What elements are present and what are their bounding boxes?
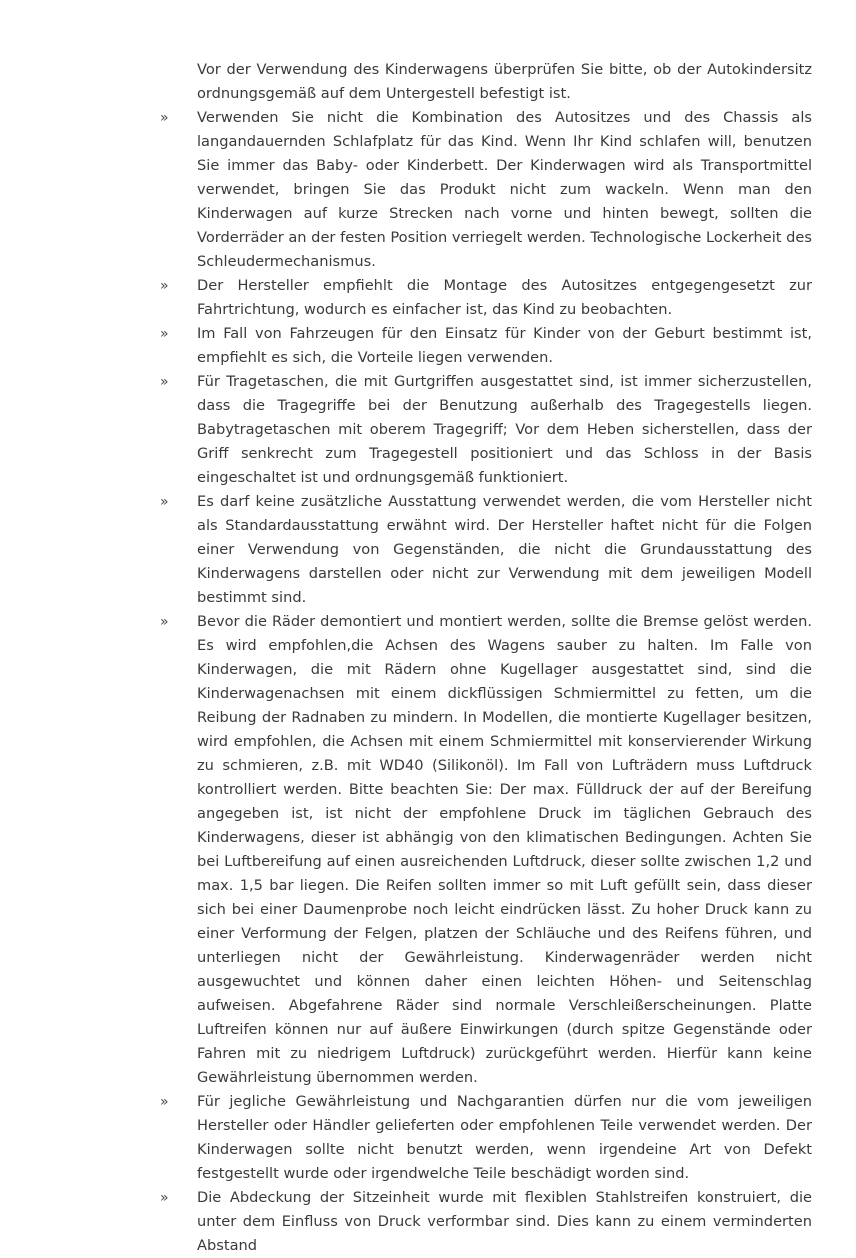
paragraph-intro xyxy=(160,58,812,106)
instruction-list xyxy=(160,58,812,1258)
list-item xyxy=(160,610,812,1090)
list-item xyxy=(160,1186,812,1258)
bullet-marker: » xyxy=(160,110,169,126)
bullet-marker: » xyxy=(160,374,169,390)
list-item-text: Verwenden Sie nicht die Kombination des Autositzes und des Chassis als langandauernden Schlafplatz für das Kind. Wenn Ihr Kind schlafen will, benutzen Sie immer das Baby- oder Kinderbett. Der Kinderwagen wird als Transportmittel verwendet, bringen Sie das Produkt nicht zum wackeln. Wenn man den Kinderwagen auf kurze Strecken nach vorne und hinten bewegt, sollten die Vorderräder an der festen Position verriegelt werden. Technologische Lockerheit des Schleudermechanismus. xyxy=(197,109,812,270)
list-item xyxy=(160,322,812,370)
bullet-marker: » xyxy=(160,278,169,294)
bullet-marker: » xyxy=(160,1190,169,1206)
list-item xyxy=(160,274,812,322)
bullet-marker: » xyxy=(160,326,169,342)
list-item-text: Es darf keine zusätzliche Ausstattung verwendet werden, die vom Hersteller nicht als Standardausstattung erwähnt wird. Der Hersteller haftet nicht für die Folgen einer Verwendung von Gegenständen, die nicht die Grundausstattung des Kinderwagens darstellen oder nicht zur Verwendung mit dem jeweiligen Modell bestimmt sind. xyxy=(197,493,812,606)
list-item-text: Für Tragetaschen, die mit Gurtgriffen ausgestattet sind, ist immer sicherzustellen, dass die Tragegriffe bei der Benutzung außerhalb des Tragegestells liegen. Babytragetaschen mit oberem Tragegriff; Vor dem Heben sicherstellen, dass der Griff senkrecht zum Tragegestell positioniert und das Schloss in der Basis eingeschaltet ist und ordnungsgemäß funktioniert. xyxy=(197,373,812,486)
list-item xyxy=(160,370,812,490)
list-item xyxy=(160,490,812,610)
bullet-marker: » xyxy=(160,494,169,510)
list-item xyxy=(160,106,812,274)
paragraph-text: Vor der Verwendung des Kinderwagens überprüfen Sie bitte, ob der Autokindersitz ordnungsgemäß auf dem Untergestell befestigt ist. xyxy=(197,61,812,102)
bullet-marker: » xyxy=(160,1094,169,1110)
list-item-text: Bevor die Räder demontiert und montiert werden, sollte die Bremse gelöst werden. Es wird empfohlen,die Achsen des Wagens sauber zu halten. Im Falle von Kinderwagen, die mit Rädern ohne Kugellager ausgestattet sind, sind die Kinderwagenachsen mit einem dickflüssigen Schmiermittel zu fetten, um die Reibung der Radnaben zu mindern. In Modellen, die montierte Kugellager besitzen, wird empfohlen, die Achsen mit einem Schmiermittel mit konservierender Wirkung zu schmieren, z.B. mit WD40 (Silikonöl). Im Fall von Lufträdern muss Luftdruck kontrolliert werden. Bitte beachten Sie: Der max. Fülldruck der auf der Bereifung angegeben ist, ist nicht der empfohlene Druck im täglichen Gebrauch des Kinderwagens, dieser ist abhängig von den klimatischen Bedingungen. Achten Sie bei Luftbereifung auf einen ausreichenden Luftdruck, dieser sollte zwischen 1,2 und max. 1,5 bar liegen. Die Reifen sollten immer so mit Luft gefüllt sein, dass dieser sich bei einer Daumenprobe noch leicht eindrücken lässt. Zu hoher Druck kann zu einer Verformung der Felgen, platzen der Schläuche und des Reifens führen, und unterliegen nicht der Gewährleistung. Kinderwagenräder werden nicht ausgewuchtet und können daher einen leichten Höhen- und Seitenschlag aufweisen. Abgefahrene Räder sind normale Verschleißerscheinungen. Platte Luftreifen können nur auf äußere Einwirkungen (durch spitze Gegenstände oder Fahren mit zu niedrigem Luftdruck) zurückgeführt werden. Hierfür kann keine Gewährleistung übernommen werden. xyxy=(197,613,812,1086)
list-item-text: Der Hersteller empfiehlt die Montage des Autositzes entgegengesetzt zur Fahrtrichtung, wodurch es einfacher ist, das Kind zu beobachten. xyxy=(197,277,812,318)
list-item xyxy=(160,1090,812,1186)
list-item-text: Für jegliche Gewährleistung und Nachgarantien dürfen nur die vom jeweiligen Hersteller oder Händler gelieferten oder empfohlenen Teile verwendet werden. Der Kinderwagen sollte nicht benutzt werden, wenn irgendeine Art von Defekt festgestellt wurde oder irgendwelche Teile beschädigt worden sind. xyxy=(197,1093,812,1182)
bullet-marker: » xyxy=(160,614,169,630)
list-item-text: Die Abdeckung der Sitzeinheit wurde mit flexiblen Stahlstreifen konstruiert, die unter dem Einfluss von Druck verformbar sind. Dies kann zu einem verminderten Abstand xyxy=(197,1189,812,1254)
list-item-text: Im Fall von Fahrzeugen für den Einsatz für Kinder von der Geburt bestimmt ist, empfiehlt es sich, die Vorteile liegen verwenden. xyxy=(197,325,812,366)
